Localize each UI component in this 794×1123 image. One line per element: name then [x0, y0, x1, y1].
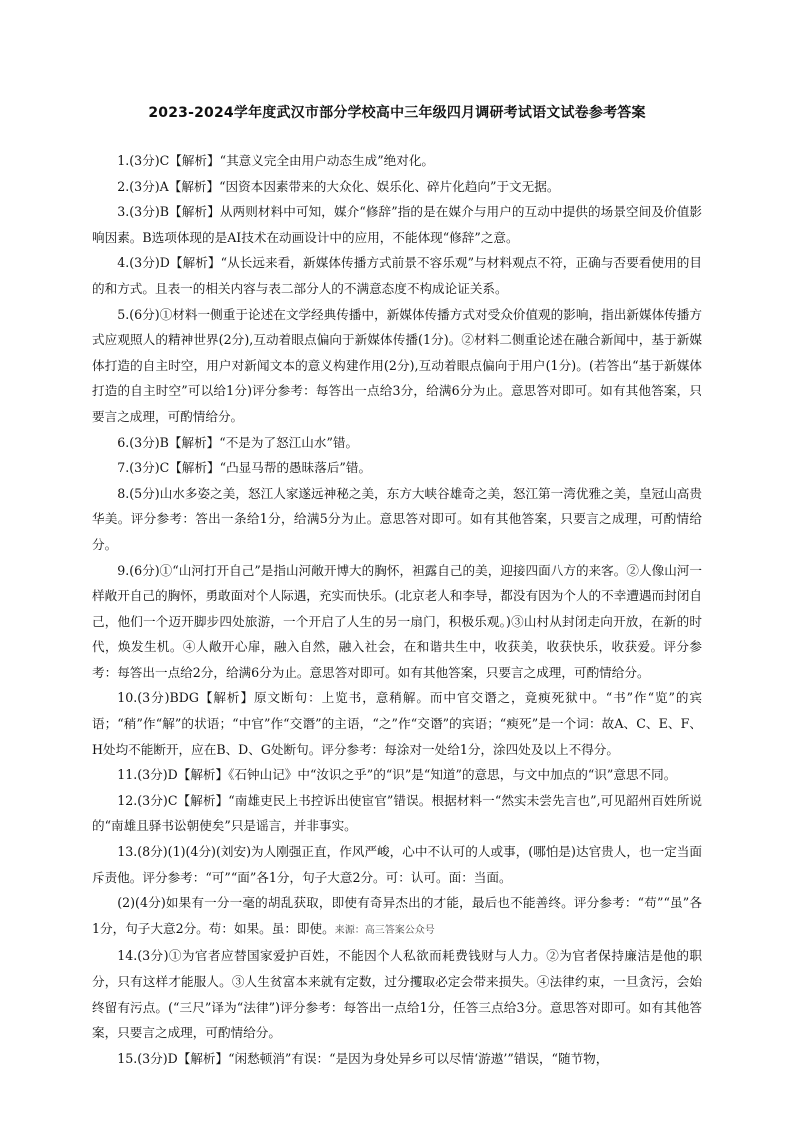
answer-item-2: 2.(3分)A【解析】“因资本因素带来的大众化、娱乐化、碎片化趋向”于文无据。 — [117, 178, 560, 194]
answer-item-13-1: 13.(8分)(1)(4分)(刘安)为人刚强正直，作风严峻，心中不认可的人或事，(哪怕是)达官贵人，也一定当面斥责他。评分参考：“可”“面”各1分，句子大意2分。可：认可。面：当面。 — [92, 844, 702, 885]
source-note: 来源：高三答案公众号 — [334, 924, 435, 936]
answer-item-13-2-text: (2)(4分)如果有一分一毫的胡乱获取，即使有奇异杰出的才能，最后也不能善终。评分参考：“苟”“虽”各1分，句子大意2分。苟：如果。虽：即使。 — [92, 895, 702, 936]
answer-item-15: 15.(3分)D【解析】“闲愁顿消”有误：“是因为身处异乡可以尽情‘游遨’”错误，“随节物， — [117, 1050, 609, 1066]
answer-item-6: 6.(3分)B【解析】“不是为了怒江山水”错。 — [117, 434, 359, 450]
answer-item-7: 7.(3分)C【解析】“凸显马帮的愚昧落后”错。 — [117, 460, 372, 476]
page-title: 2023-2024学年度武汉市部分学校高中三年级四月调研考试语文试卷参考答案 — [148, 105, 646, 121]
answer-item-11: 11.(3分)D【解析】《石钟山记》中“汝识之乎”的“识”是“知道”的意思，与文中加点的“识”意思不同。 — [117, 767, 677, 783]
answer-item-9: 9.(6分)①“山河打开自己”是指山河敞开博大的胸怀，袒露自己的美，迎接四面八方的来客。②人像山河一样敞开自己的胸怀，勇敢面对个人际遇，充实而快乐。(北京老人和李导，都没有因为个人的不幸遭遇而封闭自己，他们一个迈开脚步四处旅游，一个开启了人生的另一扇门，积极乐观。)③山村从封闭走向开放，在新的时代，焕发生机。④人敞开心扉，融入自然，融入社会，在和谐共生中，收获美，收获快乐，收获爱。评分参考：每答出一点给2分，给满6分为止。意思答对即可。如有其他答案，只要言之成理，可酌情给分。 — [92, 562, 702, 680]
answer-item-4: 4.(3分)D【解析】“从长远来看，新媒体传播方式前景不容乐观”与材料观点不符，正确与否要看使用的目的和方式。且表一的相关内容与表二部分人的不满意态度不构成论证关系。 — [92, 255, 702, 296]
answer-item-3: 3.(3分)B【解析】从两则材料中可知，媒介“修辞”指的是在媒介与用户的互动中提供的场景空间及价值影响因素。B选项体现的是AI技术在动画设计中的应用，不能体现“修辞”之意。 — [92, 204, 702, 245]
answer-item-13-2 — [92, 890, 702, 943]
answer-item-5: 5.(6分)①材料一侧重于论述在文学经典传播中，新媒体传播方式对受众价值观的影响，指出新媒体传播方式应观照人的精神世界(2分),互动着眼点偏向于新媒体传播(1分)。②材料二侧重论述在融合新闻中，基于新媒体打造的自主时空，用户对新闻文本的意义构建作用(2分),互动着眼点偏向于用户(1分)。(若答出“基于新媒体打造的自主时空”可以给1分)评分参考：每答出一点给3分，给满6分为止。意思答对即可。如有其他答案，只要言之成理，可酌情给分。 — [92, 306, 702, 424]
answer-item-14: 14.(3分)①为官者应替国家爱护百姓，不能因个人私欲而耗费钱财与人力。②为官者保持廉洁是他的职分，只有这样才能服人。③人生贫富本来就有定数，过分攫取必定会带来损失。④法律约束，一旦贪污，会始终留有污点。(“三尺”译为“法律”)评分参考：每答出一点给1分，任答三点给3分。意思答对即可。如有其他答案，只要言之成理，可酌情给分。 — [92, 948, 702, 1041]
answer-list — [92, 148, 702, 1071]
answer-item-1: 1.(3分)C【解析】“其意义完全由用户动态生成”绝对化。 — [117, 153, 435, 168]
answer-item-8: 8.(5分)山水多姿之美，怒江人家遂远神秘之美，东方大峡谷雄奇之美，怒江第一湾优雅之美，皇冠山高贵华美。评分参考：答出一条给1分，给满5分为止。意思答对即可。如有其他答案，只要言之成理，可酌情给分。 — [92, 485, 702, 552]
answer-item-10: 10.(3分)BDG【解析】原文断句：上览书，意稍解。而中官交谮之，竟瘐死狱中。“书”作“览”的宾语；“稍”作“解”的状语；“中官”作“交谮”的主语，“之”作“交谮”的宾语；“瘐死”是一个词：故A、C、E、F、H处均不能断开，应在B、D、G处断句。评分参考：每涂对一处给1分，涂四处及以上不得分。 — [92, 690, 702, 757]
answer-item-12: 12.(3分)C【解析】“南雄吏民上书控诉出使宦官”错误。根据材料一“然实未尝先言也”,可见韶州百姓所说的“南雄且驿书讼朝使矣”只是谣言，并非事实。 — [92, 792, 702, 834]
